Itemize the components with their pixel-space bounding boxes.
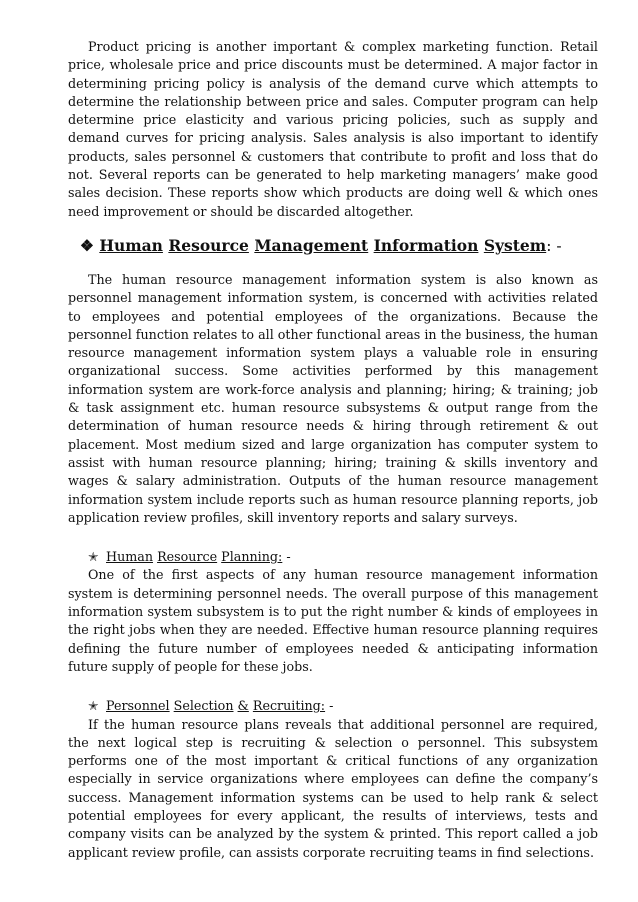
hr-planning-heading-word: Human <box>106 549 154 565</box>
hr-planning-heading <box>88 548 598 566</box>
hrmis-heading-word: Management <box>254 235 369 255</box>
selection-paragraph: If the human resource plans reveals that additional personnel are required, the next logical step is recruiting & selection o personnel. This subsystem performs one of the most important & critical functions of any organization especially in service organizations where employees can define the company’s success. Management information systems can be used to help rank & select potential employees for every applicant, the results of interviews, tests and company visits can be analyzed by the system & printed. This report called a job applicant review profile, can assists corporate recruiting teams in find selections. <box>68 716 598 860</box>
hrmis-heading <box>80 235 598 257</box>
hrmis-heading-word: Resource <box>168 235 249 255</box>
star-bullet-icon: ✭ <box>88 698 99 714</box>
star-bullet-icon: ✭ <box>88 549 99 565</box>
hr-planning-paragraph: One of the first aspects of any human resource management information system is determining personnel needs. The overall purpose of this management information system subsystem is to put the right number & kinds of employees in the right jobs when they are needed. Effective human resource planning requires defining the future number of employees needed & anticipating information future supply of people for these jobs. <box>68 567 598 674</box>
hr-planning-heading-word: Planning: <box>221 549 283 565</box>
hrmis-heading-word: Human <box>99 235 163 255</box>
selection-heading-word: Selection <box>173 698 234 714</box>
hrmis-paragraph: The human resource management information system is also known as personnel management information system, is concerned with activities related to employees and potential employees of the organizations. Because the personnel function relates to all other functional areas in the business, the human resource management information system plays a valuable role in ensuring organizational success. Some activities performed by this management information system are work-force analysis and planning; hiring; & training; job & task assignment etc. human resource subsystems & output range from the determination of human resource needs & hiring through retirement & out placement. Most medium sized and large organization has computer system to assist with human resource planning; hiring; training & skills inventory and wages & salary administration. Outputs of the human resource management information system include reports such as human resource planning reports, job application review profiles, skill inventory reports and salary surveys. <box>68 271 598 525</box>
selection-heading-word: Recruiting: <box>252 698 326 714</box>
hr-planning-heading-word: Resource <box>157 549 218 565</box>
selection-heading-tail: - <box>325 698 334 714</box>
hrmis-heading-word: System <box>483 235 547 255</box>
diamond-bullet-icon: ❖ <box>80 235 94 255</box>
hrmis-heading-word: Information <box>373 235 479 255</box>
hr-planning-heading-tail: - <box>282 549 291 565</box>
selection-heading-word: Personnel <box>106 698 170 714</box>
hrmis-heading-tail: : - <box>546 236 562 255</box>
document-page <box>68 38 598 862</box>
selection-heading <box>88 697 598 715</box>
intro-paragraph: Product pricing is another important & complex marketing function. Retail price, wholesale price and price discounts must be determined. A major factor in determining pricing policy is analysis of the demand curve which attempts to determine the relationship between price and sales. Computer program can help determine price elasticity and various pricing policies, such as supply and demand curves for pricing analysis. Sales analysis is also important to identify products, sales personnel & customers that contribute to profit and loss that do not. Several reports can be generated to help marketing managers’ make good sales decision. These reports show which products are doing well & which ones need improvement or should be discarded altogether. <box>68 39 598 219</box>
selection-heading-word: & <box>237 698 249 714</box>
